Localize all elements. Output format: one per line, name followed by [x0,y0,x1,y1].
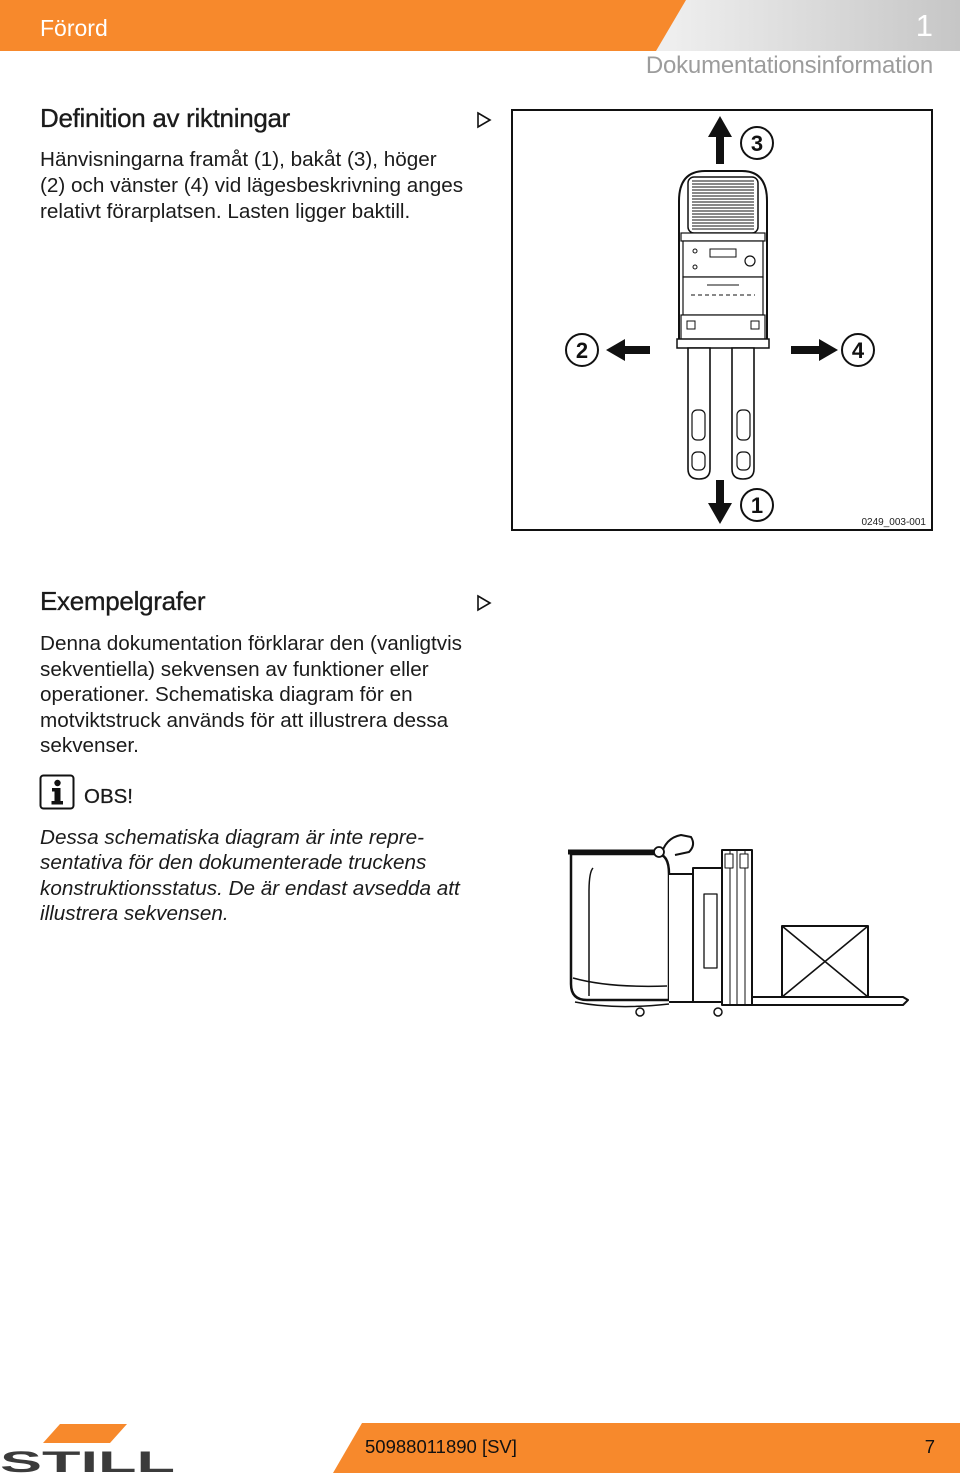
truck-mount [687,321,695,329]
info-icon-dot [54,780,60,786]
truck-side-view [568,835,908,1016]
logo-stripe [43,1424,127,1443]
paragraph-line: sekvenser. [40,734,139,757]
truck-button [693,265,697,269]
direction-label-right: 4 [851,338,865,363]
direction-label-top: 3 [750,131,764,156]
triangle-right-outline-icon [476,111,492,129]
truck-panel [710,249,736,257]
wheel [714,1008,722,1016]
section-heading-directions: Definition av riktningar [40,103,291,133]
page-number: 7 [924,1436,935,1457]
chapter-number: 1 [915,8,933,43]
truck-button [693,249,697,253]
paragraph-line: sekventiella) sekvensen av funktioner eller [40,657,429,681]
truck-platform [683,277,763,315]
paragraph-line: (2) och vänster (4) vid lägesbeskrivning anges [40,174,464,197]
chapter-title: Förord [40,15,108,41]
fork-slot [737,410,750,440]
note-line: konstruktionsstatus. De är endast avsedda att [40,876,460,900]
marker-shape [478,113,490,127]
body-ground-line [575,1002,669,1007]
tiller-knob [654,847,664,857]
wheel [636,1008,644,1016]
note-label: OBS! [84,785,133,808]
truck-band [681,233,765,241]
fork-slot [737,452,750,470]
still-logo [0,1418,180,1480]
truck-mount [751,321,759,329]
truck-knob [745,256,755,266]
operator-frame [669,874,693,1002]
direction-figure [511,109,933,531]
paragraph-examples [40,631,462,759]
note-line: Dessa schematiska diagram är inte repre- [40,826,425,849]
tiller-handle [661,835,693,856]
direction-label-left: 2 [575,338,589,363]
forks [752,997,908,1005]
paragraph-line: Hänvisningarna framåt (1), bakåt (3), höger [40,148,437,171]
document-code: 50988011890 [SV] [365,1436,517,1457]
direction-label-bottom: 1 [750,493,764,518]
battery-panel [704,894,717,968]
paragraph-line: operationer. Schematiska diagram för en [40,683,413,706]
triangle-right-outline-icon [476,594,492,612]
paragraph-line: motviktstruck används för att illustrera dessa [40,708,449,732]
truck-side-view-figure [565,830,910,1020]
info-icon [39,774,75,810]
paragraph-line: Denna dokumentation förklarar den (vanligtvis [40,632,463,655]
paragraph-line: relativt förarplatsen. Lasten ligger baktill. [40,200,411,223]
note-paragraph [40,825,460,926]
paragraph-directions [40,147,463,225]
fork-slot [692,452,705,470]
mast-detail [725,854,733,868]
figure-id: 0249_003-001 [861,517,926,528]
counterweight-body [571,854,669,1000]
fork-slot [692,410,705,440]
section-subtitle: Dokumentationsinformation [645,52,933,79]
section-heading-examples: Exempelgrafer [40,586,206,616]
marker-shape [478,596,490,610]
note-line: sentativa för den dokumenterade truckens [40,851,427,875]
logo-wordmark: STILL [0,1446,175,1479]
mast-detail [740,854,748,868]
truck-base-bar [677,339,769,348]
note-line: illustrera sekvensen. [40,901,229,925]
